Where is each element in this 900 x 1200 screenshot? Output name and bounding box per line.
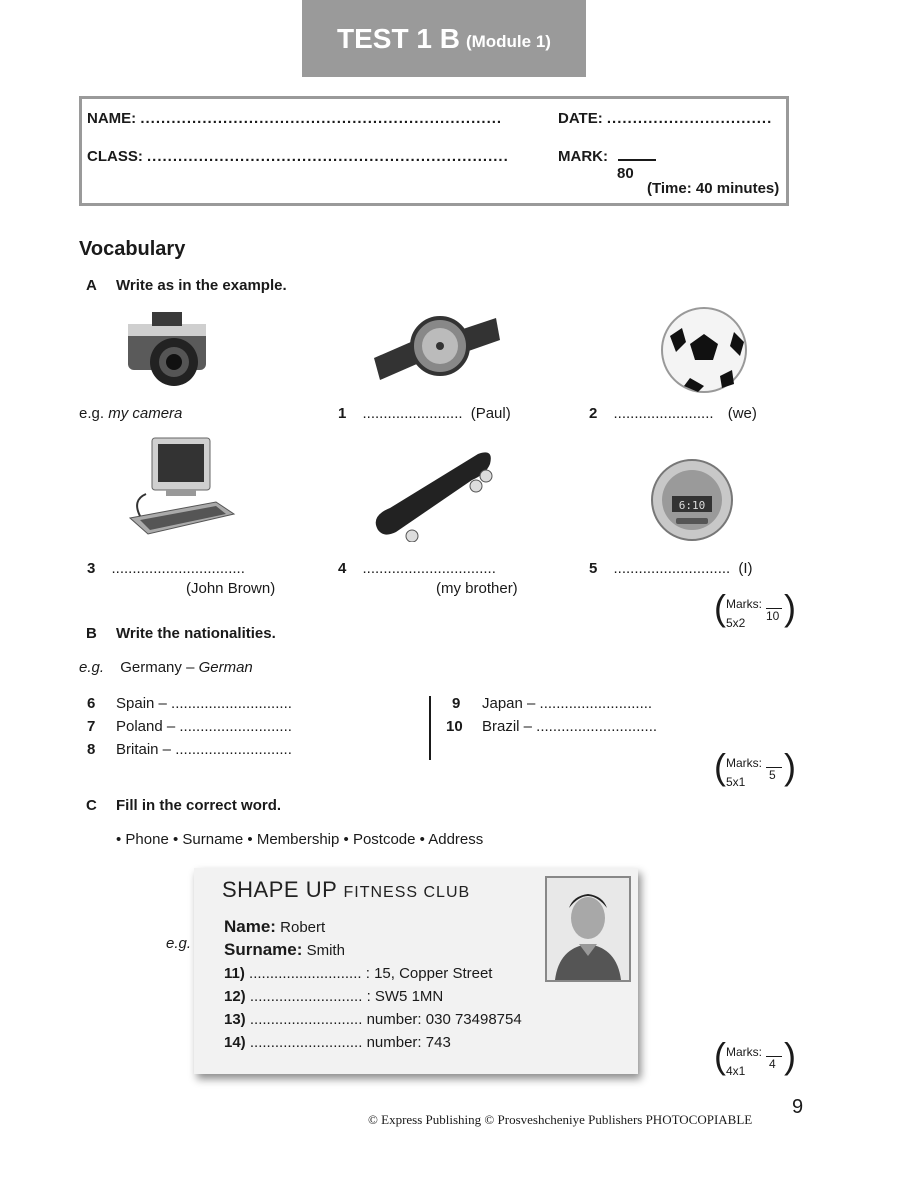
card-surname-row: Surname: Smith (224, 940, 345, 959)
item-5[interactable]: 5 ............................ (I) (589, 560, 753, 577)
column-divider (429, 696, 431, 760)
nation-item-6[interactable]: 6 Spain – ............................. (87, 695, 292, 712)
word-bank: • Phone • Surname • Membership • Postcode • Address (116, 831, 484, 848)
item-4[interactable]: 4 ................................ (338, 560, 496, 577)
member-photo (545, 876, 631, 982)
section-c-letter: C (86, 797, 97, 814)
nation-item-9[interactable]: 9 Japan – ........................... (452, 695, 653, 712)
mark-field[interactable]: MARK: (558, 148, 656, 165)
card-line-13[interactable]: 13) ........................... number: 030 73498754 (224, 1011, 522, 1028)
person-portrait-image (547, 878, 629, 980)
card-title: SHAPE UP FITNESS CLUB (222, 877, 471, 902)
section-b-letter: B (86, 625, 97, 642)
nation-item-10[interactable]: 10 Brazil – ............................. (446, 718, 658, 735)
card-name-row: Name: Robert (224, 917, 326, 936)
camera-image (122, 306, 212, 388)
class-field[interactable]: CLASS: ...................................................................... (87, 148, 509, 165)
name-field[interactable]: NAME: ...................................................................... (87, 110, 503, 127)
time-limit: (Time: 40 minutes) (647, 180, 780, 197)
item-1[interactable]: 1 ........................ (Paul) (338, 405, 511, 422)
test-title: TEST 1 B (337, 22, 460, 54)
page-number: 9 (792, 1096, 804, 1118)
section-a-letter: A (86, 277, 97, 294)
test-title-bar (302, 0, 586, 77)
example-a: e.g. my camera (79, 405, 183, 422)
football-image (660, 306, 748, 394)
section-a-instruction: Write as in the example. (116, 277, 287, 294)
nation-item-8[interactable]: 8 Britain – ............................ (87, 741, 292, 758)
item-3-hint: (John Brown) (186, 580, 276, 597)
marks-box-a: ( ) Marks: 10 5x2 (714, 587, 796, 630)
section-c-instruction: Fill in the correct word. (116, 797, 282, 814)
mark-total: 80 (617, 165, 634, 182)
wristwatch-image (370, 308, 502, 386)
item-4-hint: (my brother) (436, 580, 518, 597)
computer-image (126, 436, 238, 540)
item-2[interactable]: 2 ........................ (we) (589, 405, 757, 422)
section-heading-vocabulary: Vocabulary (79, 238, 186, 260)
nation-item-7[interactable]: 7 Poland – ........................... (87, 718, 292, 735)
svg-text:6:10: 6:10 (678, 499, 706, 512)
mark-blank (618, 159, 656, 161)
section-b-instruction: Write the nationalities. (116, 625, 276, 642)
copyright-footer: © Express Publishing © Prosveshcheniye Publishers PHOTOCOPIABLE (368, 1112, 753, 1127)
card-line-14[interactable]: 14) ........................... number: 743 (224, 1034, 451, 1051)
example-b: e.g. Germany – German (79, 659, 253, 676)
alarm-clock-image (650, 458, 734, 542)
skateboard-image (368, 446, 498, 542)
example-c: e.g. (166, 935, 192, 952)
marks-box-c: ( ) Marks: 4 4x1 (714, 1035, 796, 1078)
item-3[interactable]: 3 ................................ (87, 560, 245, 577)
marks-box-b: ( ) Marks: 5 5x1 (714, 746, 796, 789)
date-field[interactable]: DATE: ................................ (558, 110, 773, 127)
card-line-12[interactable]: 12) ........................... : SW5 1MN (224, 988, 444, 1005)
test-module: (Module 1) (465, 31, 551, 51)
card-line-11[interactable]: 11) ........................... : 15, Copper Street (224, 965, 493, 982)
